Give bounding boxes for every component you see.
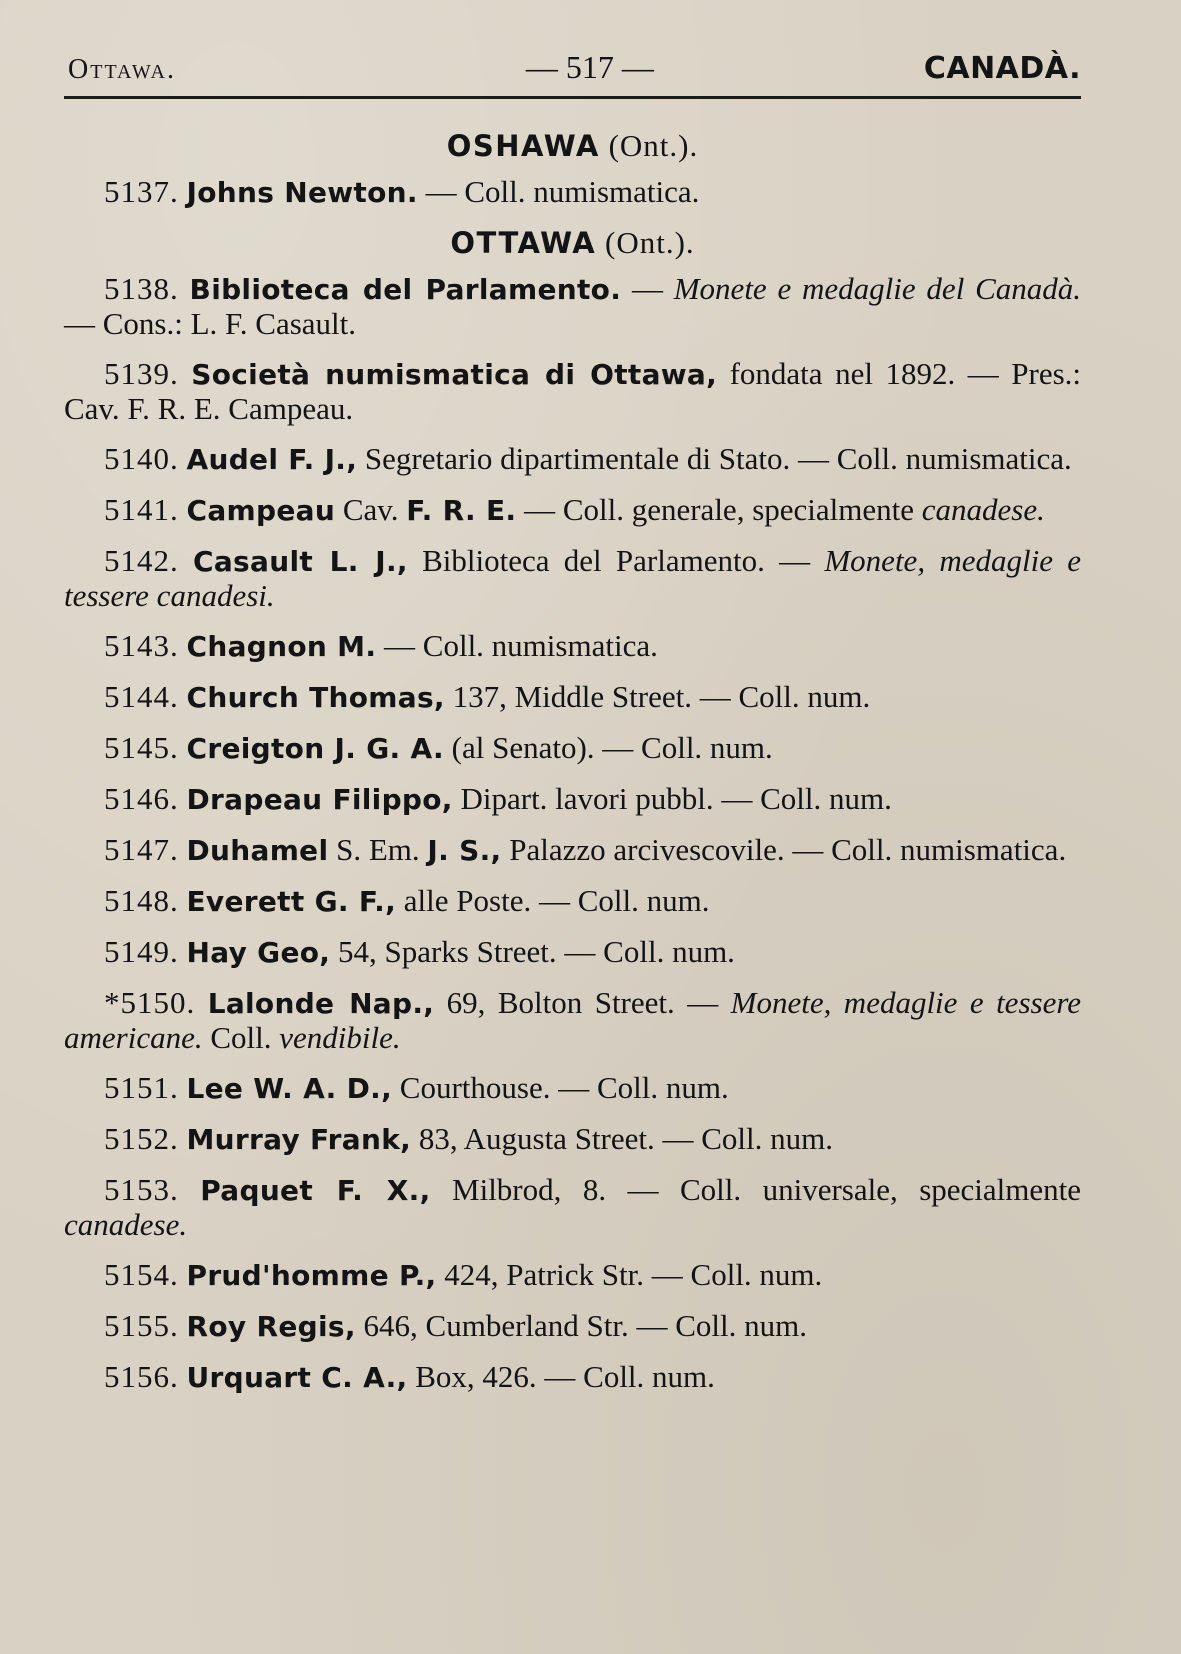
directory-entry: [64, 680, 1081, 715]
entry-text-2: Coll.: [202, 1020, 280, 1055]
section-place: OTTAWA: [450, 226, 597, 260]
entry-text: Box, 426. — Coll. num.: [407, 1359, 715, 1394]
entry-italic: Monete, medaglie e tessere americane.: [64, 985, 1082, 1055]
entry-text: 646, Cumberland Str. — Coll. num.: [355, 1308, 808, 1343]
section-heading-ottawa: [64, 226, 1081, 260]
entry-name-2: J. S.,: [427, 834, 502, 867]
section-place: OSHAWA: [446, 129, 600, 163]
entry-text: 54, Sparks Street. — Coll. num.: [330, 934, 735, 969]
directory-entry: [64, 731, 1081, 766]
entry-number: 5145.: [104, 730, 179, 765]
entry-italic: canadese.: [64, 1207, 188, 1242]
directory-entry: [64, 1258, 1081, 1293]
directory-entry: [64, 782, 1081, 817]
entry-number: 5151.: [104, 1070, 179, 1105]
entry-name: Drapeau Filippo,: [186, 783, 453, 816]
entry-name: Lee W. A. D.,: [186, 1072, 393, 1105]
entry-name: Duhamel: [186, 834, 329, 867]
entry-name-2: F. R. E.: [406, 494, 517, 527]
entry-text: Segretario dipartimentale di Stato. — Coll. numismatica.: [357, 441, 1072, 476]
entry-number: 5156.: [104, 1359, 179, 1394]
entry-text-2: — Cons.: L. F. Casault.: [64, 306, 357, 341]
entry-name: Casault L. J.,: [193, 545, 408, 578]
entry-name: Paquet F. X.,: [200, 1174, 431, 1207]
entry-name: Murray Frank,: [186, 1123, 412, 1156]
entry-name: Prud'homme P.,: [186, 1259, 437, 1292]
entry-number: 5138.: [104, 271, 179, 306]
entry-name: Roy Regis,: [186, 1310, 356, 1343]
entry-number: 5155.: [104, 1308, 179, 1343]
entry-text-2: — Coll. generale, specialmente: [516, 492, 922, 527]
entry-number: 5147.: [104, 832, 179, 867]
running-head-left: Ottawa.: [68, 54, 176, 85]
entry-number: 5144.: [104, 679, 179, 714]
entry-number: 5143.: [104, 628, 179, 663]
entry-name: Johns Newton.: [186, 176, 418, 209]
entry-name: Chagnon M.: [186, 630, 377, 663]
entry-text: — Coll. numismatica.: [376, 628, 658, 663]
entry-italic: Monete, medaglie e tessere canadesi.: [64, 543, 1081, 613]
entry-name: Audel F. J.,: [186, 443, 358, 476]
entry-text: 424, Patrick Str. — Coll. num.: [436, 1257, 823, 1292]
directory-entry: [64, 986, 1081, 1055]
entry-name: Everett G. F.,: [186, 885, 397, 918]
entry-number: 5154.: [104, 1257, 179, 1292]
directory-entry: [64, 493, 1081, 528]
entry-italic: canadese.: [921, 492, 1045, 527]
entry-number: 5141.: [104, 492, 179, 527]
entry-number: *5150.: [104, 985, 196, 1020]
directory-entry: [64, 1173, 1081, 1242]
directory-entry: [64, 1122, 1081, 1157]
entry-text: Courthouse. — Coll. num.: [392, 1070, 729, 1105]
entry-text: Milbrod, 8. — Coll. universale, specialmente: [430, 1172, 1082, 1207]
directory-entry: [64, 1071, 1081, 1106]
entry-text: fondata nel 1892. — Pres.: Cav. F. R. E. Campeau.: [64, 356, 1082, 426]
entry-italic: Monete e medaglie del Canadà.: [673, 271, 1082, 306]
directory-entry: [64, 884, 1081, 919]
entry-text: (al Senato). — Coll. num.: [443, 730, 773, 765]
directory-entry: [64, 175, 1081, 210]
entry-text-2: Palazzo arcivescovile. — Coll. numismatica.: [501, 832, 1067, 867]
entry-name: Campeau: [186, 494, 336, 527]
entry-name: Urquart C. A.,: [186, 1361, 408, 1394]
directory-entry: [64, 442, 1081, 477]
directory-entry: [64, 272, 1081, 341]
directory-entry: [64, 544, 1081, 613]
entry-name: Biblioteca del Parlamento.: [189, 273, 622, 306]
entry-number: 5146.: [104, 781, 179, 816]
directory-entry: [64, 935, 1081, 970]
entry-text: —: [621, 271, 674, 306]
entry-number: 5142.: [104, 543, 179, 578]
entry-text: alle Poste. — Coll. num.: [396, 883, 710, 918]
running-head: [64, 40, 1081, 99]
entry-name: Società numismatica di Ottawa,: [191, 358, 718, 391]
section-region: (Ont.).: [605, 225, 695, 260]
directory-content: [64, 99, 1081, 1395]
running-head-right: CANADÀ.: [923, 51, 1081, 86]
section-heading-oshawa: [64, 129, 1081, 163]
directory-entry: [64, 833, 1081, 868]
directory-entry: [64, 1360, 1081, 1395]
section-region: (Ont.).: [608, 128, 699, 163]
entry-number: 5137.: [104, 174, 179, 209]
entry-text: 69, Bolton Street. —: [434, 985, 731, 1020]
directory-entry: [64, 357, 1081, 426]
entry-number: 5139.: [104, 356, 179, 391]
page-number: — 517 —: [525, 49, 654, 85]
entry-text: Cav.: [335, 492, 407, 527]
entry-name: Lalonde Nap.,: [207, 987, 435, 1020]
entry-name: Creigton J. G. A.: [186, 732, 444, 765]
entry-text: S. Em.: [328, 832, 428, 867]
entry-number: 5148.: [104, 883, 179, 918]
entry-number: 5153.: [104, 1172, 179, 1207]
entry-number: 5152.: [104, 1121, 179, 1156]
entry-text: 137, Middle Street. — Coll. num.: [444, 679, 871, 714]
directory-entry: [64, 629, 1081, 664]
entry-text: — Coll. numismatica.: [417, 174, 700, 209]
entry-number: 5140.: [104, 441, 179, 476]
entry-name: Hay Geo,: [186, 936, 331, 969]
entry-text: 83, Augusta Street. — Coll. num.: [411, 1121, 834, 1156]
entry-name: Church Thomas,: [186, 681, 445, 714]
directory-entry: [64, 1309, 1081, 1344]
entry-text: Dipart. lavori pubbl. — Coll. num.: [452, 781, 892, 816]
entry-text: Biblioteca del Parlamento. —: [407, 543, 825, 578]
entry-italic-2: vendibile.: [279, 1020, 401, 1055]
entry-number: 5149.: [104, 934, 179, 969]
